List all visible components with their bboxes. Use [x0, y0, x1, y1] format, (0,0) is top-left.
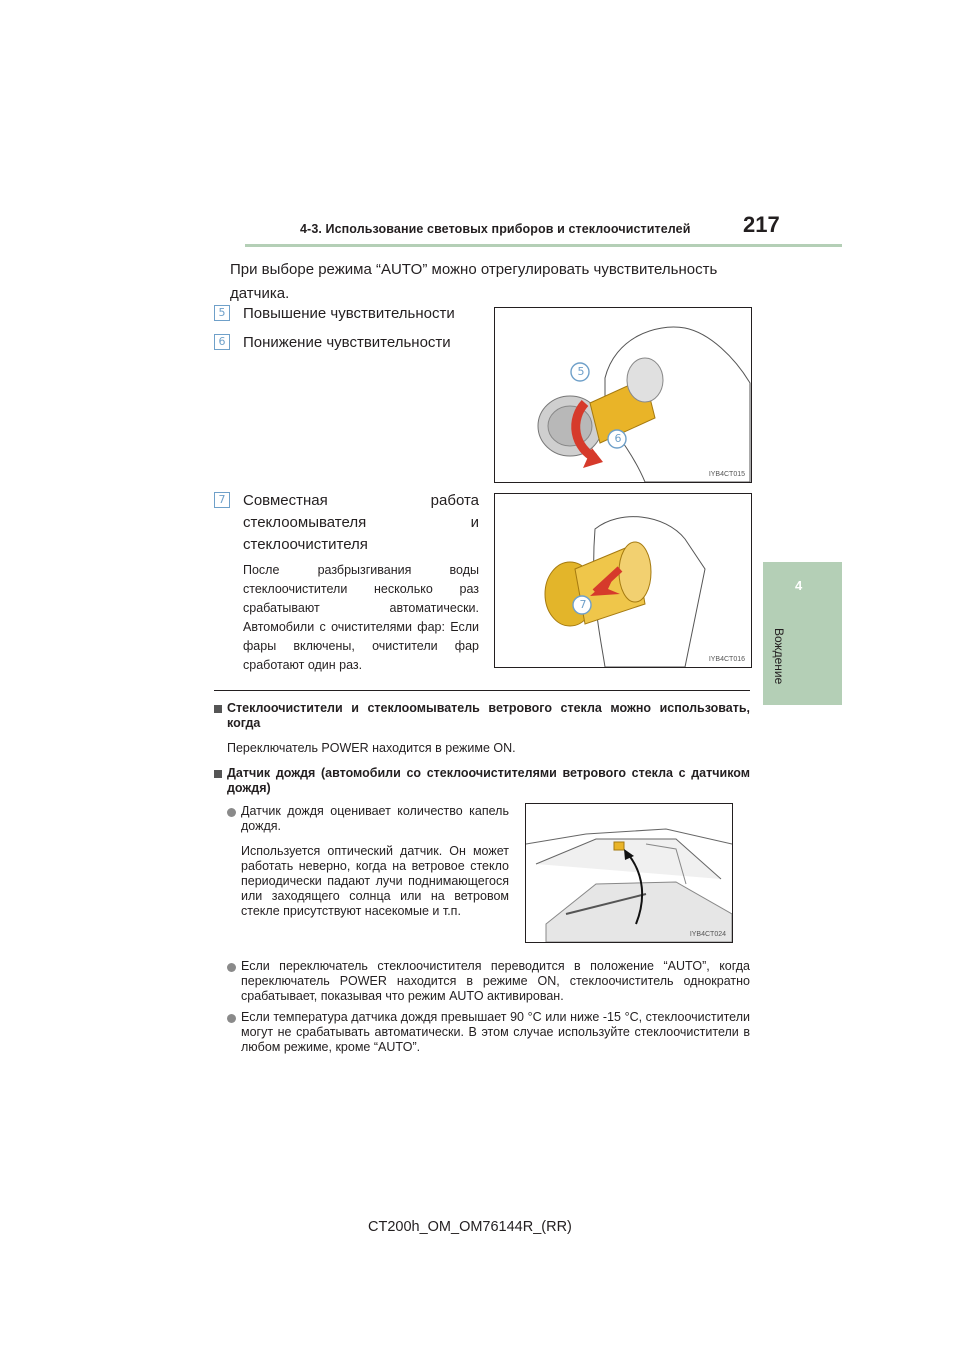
page-number: 217	[743, 212, 780, 237]
figure-rain-sensor	[525, 803, 733, 943]
intro-text: При выборе режима “AUTO” можно отрегулировать чувствительность датчика.	[230, 261, 718, 302]
figure-badge-5: 5	[577, 365, 585, 378]
document-code: CT200h_OM_OM76144R_(RR)	[368, 1219, 572, 1235]
chapter-label-text: Вождение	[772, 628, 786, 685]
item-description: После разбрызгивания воды стеклоочистители несколько раз срабатывают автоматически. Автомобили с очистителями фар: Если фары включены, очистители фар сработают один раз.	[243, 563, 479, 672]
item-label	[243, 490, 479, 556]
chapter-label	[772, 628, 810, 708]
section-text: Переключатель POWER находится в режиме ON.	[227, 741, 516, 755]
section-heading: Датчик дождя (автомобили со стеклоочистителями ветрового стекла с датчиком дождя)	[227, 766, 750, 795]
section-divider	[214, 690, 750, 691]
item-label: Понижение чувствительности	[243, 334, 451, 351]
windshield-illustration	[526, 804, 732, 942]
chapter-number: 4	[795, 578, 803, 593]
bullet-extra-text: Используется оптический датчик. Он может работать неверно, когда на ветровое стекло периодически падают лучи поднимающегося или заходящего солнца или на ветровом стекле присутствуют насекомые и т.п.	[241, 844, 509, 918]
knob-hand-illustration	[495, 308, 751, 482]
bullet-text: Если переключатель стеклоочистителя переводится в положение “AUTO”, когда переключатель POWER находится в режиме ON, стеклоочиститель однократно срабатывает, показывая что режим AUTO активирован.	[241, 959, 750, 1003]
item-number-badge: 7	[214, 492, 230, 508]
figure-badge-6: 6	[614, 432, 622, 445]
figure-code: IYB4CT015	[708, 471, 745, 478]
section-bullet-square	[214, 705, 222, 713]
bullet-text: Датчик дождя оценивает количество капель дождя.	[241, 804, 509, 833]
figure-code: IYB4CT016	[708, 656, 745, 663]
section-heading: Стеклоочистители и стеклоомыватель ветрового стекла можно использовать, когда	[227, 701, 750, 730]
section-bullet-square	[214, 770, 222, 778]
figure-sensitivity-knob	[494, 307, 752, 483]
item-label: Повышение чувствительности	[243, 305, 455, 322]
figure-code: IYB4CT024	[689, 931, 726, 938]
item-number-badge: 5	[214, 305, 230, 321]
item-number-badge: 6	[214, 334, 230, 350]
bullet-dot	[227, 1014, 236, 1023]
item-label-text: Совместная работа стеклоомывателя и стеклоочистителя	[243, 492, 479, 553]
washer-hand-illustration	[495, 494, 751, 667]
figure-badge-7: 7	[579, 598, 587, 611]
bullet-text: Если температура датчика дождя превышает 90 °С или ниже -15 °С, стеклоочистители могут не срабатывать автоматически. В этом случае используйте стеклоочистители в любом режиме, кроме “AUTO”.	[241, 1010, 750, 1054]
header-divider	[245, 244, 842, 247]
section-title: 4-3. Использование световых приборов и стеклоочистителей	[300, 222, 691, 236]
bullet-dot	[227, 963, 236, 972]
figure-washer	[494, 493, 752, 668]
bullet-dot	[227, 808, 236, 817]
